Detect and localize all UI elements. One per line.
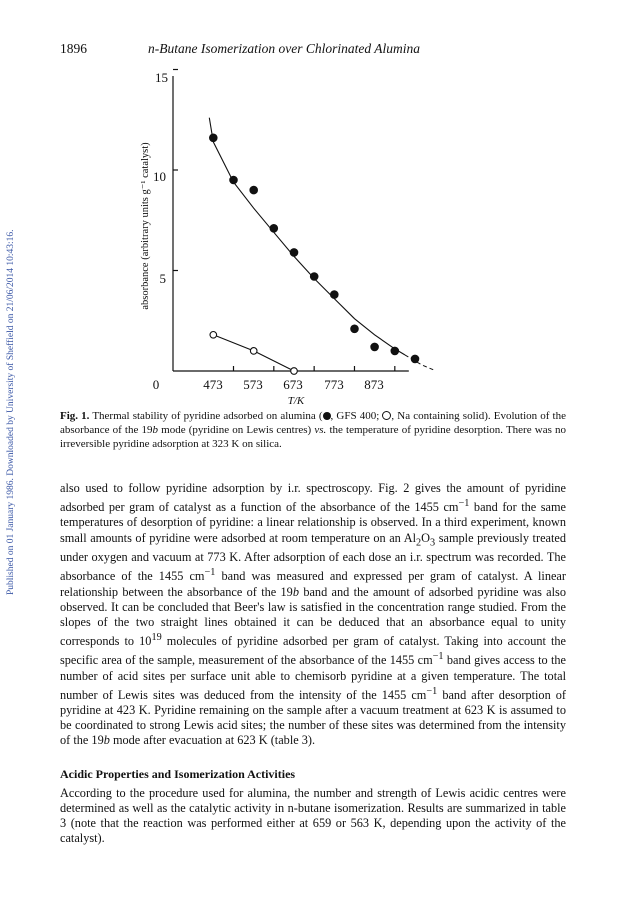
plot-markers	[209, 134, 418, 374]
body-text-b: band for the same temperatures of desorption of pyridine: a linear relationship is observed. In a third experiment, known small amounts of pyridine were adsorbed at room temperature on an Al	[60, 500, 566, 545]
filled-point-10	[411, 355, 419, 363]
open-point-1	[250, 348, 257, 355]
italic-b: b	[103, 733, 110, 748]
body-text-f: band and the amount of adsorbed pyridine was also observed. It can be concluded that Beer's law is satisfied in the concentration range studied. From the slopes of the two straight lines obtained it can be deduced that an absorbance equal to unity corresponds to 10	[60, 584, 566, 649]
superscript: −1	[426, 685, 438, 697]
y-tick-label-5: 5	[159, 271, 166, 286]
x-tick-label-873: 873	[364, 377, 384, 392]
filled-point-8	[371, 343, 379, 351]
superscript: −1	[204, 567, 216, 579]
x-tick-label-773: 773	[324, 377, 344, 392]
running-title: n-Butane Isomerization over Chlorinated Alumina	[148, 41, 420, 56]
filled-point-3	[270, 224, 278, 232]
filled-point-5	[310, 273, 318, 281]
body-text-a: also used to follow pyridine adsorption by i.r. spectroscopy. Fig. 2 gives the amount of pyridine adsorbed per gram of catalyst as a function of the absorbance of the 1455 cm	[60, 481, 566, 515]
subscript: 2	[416, 537, 422, 549]
body-text-j: mode after evacuation at 623 K (table 3).	[109, 733, 316, 748]
filled-series-trend-curve	[209, 118, 405, 355]
open-point-2	[291, 368, 298, 375]
x-axis-label: T/K	[287, 395, 305, 407]
filled-point-0	[209, 134, 217, 142]
italic-b: b	[292, 584, 299, 599]
caption-text-7: the temperature of pyridine desorption. There was no irreversible pyridine adsorption at 323 K on silica.	[60, 424, 567, 451]
filled-point-4	[290, 249, 298, 257]
caption-text-3: , Na containing solid). Evolution of the absorbance of the 19	[60, 410, 566, 437]
filled-circle-symbol	[323, 412, 331, 420]
body-text-e: band was measured and expressed per gram of catalyst. A linear relationship between the absorbance of the 19	[60, 569, 566, 599]
download-watermark-text: Published on 01 January 1986. Downloaded by University of Sheffield on 21/06/2014 10:43:16.	[6, 229, 16, 595]
plot-curves	[209, 118, 434, 371]
x-tick-label-473: 473	[203, 377, 223, 392]
caption-text-2: , GFS 400;	[330, 410, 383, 422]
plot-axes	[173, 70, 409, 372]
open-point-0	[210, 332, 217, 339]
body-text-i: band after desorption of pyridine at 423 K. Pyridine remaining on the sample after a vacuum treatment at 623 K is assumed to be coordinated to strong Lewis acid sites; the number of these sites was determined from the intensity of the 19	[60, 687, 566, 748]
filled-point-1	[230, 176, 238, 184]
plot-labels	[140, 70, 384, 407]
body-text-h: band gives access to the number of acid sites per surface unit able to chemisorb pyridine at a given temperature. The total number of Lewis sites was deduced from the intensity of the 1455 cm	[60, 653, 566, 702]
body-text-c: O	[421, 530, 431, 545]
filled-point-7	[351, 325, 359, 333]
x-tick-label-573: 573	[243, 377, 263, 392]
filled-point-6	[330, 291, 338, 299]
x-origin-label-0: 0	[152, 377, 160, 392]
x-tick-label-673: 673	[283, 377, 303, 392]
superscript: 19	[151, 632, 162, 644]
filled-point-2	[250, 186, 258, 194]
caption-text-1: Thermal stability of pyridine adsorbed on alumina (	[89, 410, 323, 422]
superscript: −1	[458, 498, 470, 510]
section-heading: Acidic Properties and Isomerization Activities	[60, 767, 296, 781]
body-text-g: molecules of pyridine adsorbed per gram of catalyst. Taking into account the specific area of the sample, measurement of the absorbance of the 1455 cm	[60, 634, 566, 668]
superscript: −1	[432, 651, 444, 663]
page-number: 1896	[60, 41, 87, 56]
body-paragraph	[60, 481, 566, 748]
y-axis-label: absorbance (arbitrary units g⁻¹ catalyst)	[140, 142, 151, 310]
figure-caption	[60, 409, 566, 452]
section-paragraph: According to the procedure used for alumina, the number and strength of Lewis acidic centres were determined as well as the catalytic activity in n-butane isomerization. Results are summarized in table 3 (note that the reaction was performed either at 659 or 563 K, depending upon the activity of the catalyst).	[60, 786, 566, 846]
y-tick-label-10: 10	[153, 169, 166, 184]
caption-italic-b: b	[152, 424, 159, 437]
body-text-d: sample previously treated under oxygen and vacuum at 773 K. After adsorption of each dose an i.r. spectrum was recorded. The absorbance of the 1455 cm	[60, 530, 567, 584]
subscript: 3	[430, 537, 436, 549]
caption-lead: Fig. 1.	[60, 410, 90, 422]
filled-point-9	[391, 347, 399, 355]
y-tick-label-15: 15	[155, 70, 168, 85]
caption-italic-vs: vs.	[314, 424, 327, 437]
filled-series-trend-extrapolation	[405, 355, 434, 370]
figure-1-plot	[0, 0, 624, 410]
caption-text-5: mode (pyridine on Lewis centres)	[158, 424, 315, 437]
